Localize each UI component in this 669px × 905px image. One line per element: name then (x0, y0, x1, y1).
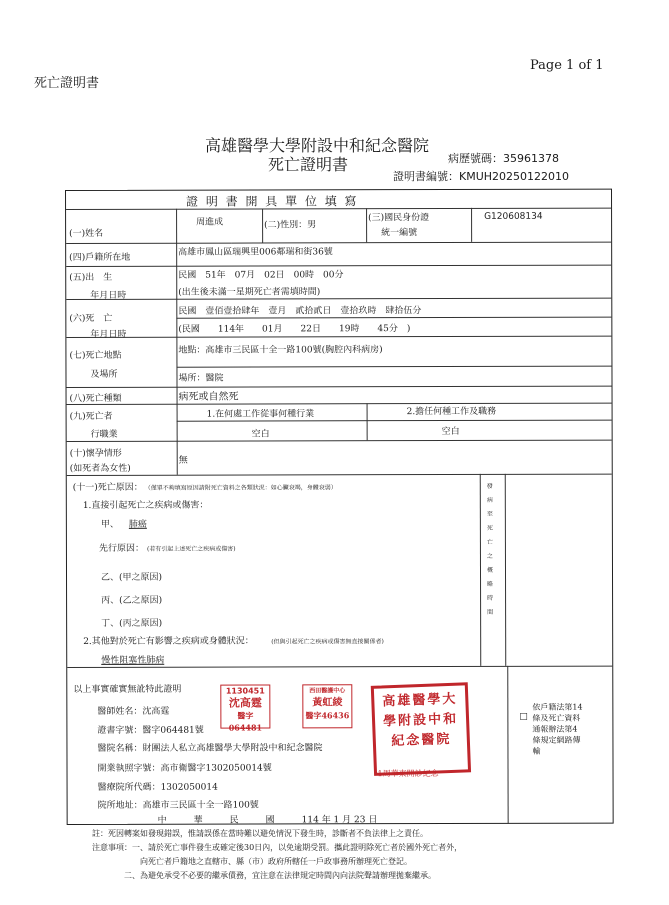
cause-a-label: 甲、 (100, 519, 119, 530)
stamp-1-name: 沈高霆 (228, 696, 262, 710)
certificate-number-value: KMUH20250122010 (459, 170, 570, 183)
id-label-line2: 統一編號 (381, 228, 418, 239)
antecedent-label: 先行原因： (98, 543, 144, 554)
stamp-1-license: 醫字064481 (228, 710, 263, 733)
hospital-name: 高雄醫學大學附設中和紀念醫院 (205, 136, 430, 155)
death-type-label: (八)死亡種類 (69, 393, 122, 404)
occupation-label-line1: (九)死亡者 (69, 411, 113, 422)
cause-note: （僅單不夠填寫原因請附死亡資料之各類狀況：如心臟衰竭，身體衰弱） (144, 484, 337, 492)
interval-label: 發病至死亡之概略時間 (486, 482, 494, 616)
place-label-line1: (七)死亡地點 (69, 350, 122, 361)
cause-a-value: 肺癌 (128, 519, 147, 530)
cause-b: 乙、(甲之原因) (101, 572, 163, 583)
section-title: 證 明 書 開 具 單 位 填 寫 (186, 194, 359, 209)
work-place-value: 空白 (251, 429, 270, 440)
cause-c: 丙、(乙之原因) (101, 595, 163, 606)
chart-number-label: 病歷號碼： (448, 152, 503, 165)
certificate-number-label: 證明書編號： (393, 170, 459, 183)
death-value-numeric: (民國 114年 01月 22日 19時 45分 ) (178, 324, 411, 335)
birth-label-line2: 年月日時 (90, 290, 127, 301)
attest-line: 以上事實確實無訛特此證明 (73, 684, 182, 695)
cause-label: (十一)死亡原因： (72, 482, 143, 493)
doctor-seal-stamp (220, 684, 270, 733)
footer-notice-2: 二、為避免承受不必要的繼承債務，宜注意在法律規定時間內向法院聲請辦理拋棄繼承。 (92, 871, 436, 880)
stamp-1-number: 1130451 (225, 686, 265, 696)
pregnancy-label-line1: (十)懷孕情形 (69, 448, 122, 459)
stamp-2-name: 黃虹綾 (312, 697, 343, 709)
opening-license: 開業執照字號：高市衛醫字1302050014號 (97, 763, 272, 774)
certificate-title: 死亡證明書 (268, 155, 349, 174)
footer-notice-1: 注意事項：一、請於死亡事件發生或確定後30日內，以免逾期受罰。攜此證明除死亡者於國外死亡者外， (92, 843, 463, 852)
second-doctor-stamp (302, 684, 352, 728)
birth-label-line1: (五)出 生 (69, 272, 113, 283)
doc-title: 死亡證明書 (34, 76, 100, 91)
domicile-label: (四)戶籍所在地 (69, 252, 131, 263)
birth-value: 民國 51年 07月 02日 00時 00分 (178, 270, 344, 281)
other-cause-note: (但與引起死亡之疾病或傷害無直接關係者) (271, 638, 384, 646)
other-cause-label: 2.其他對於死亡有影響之疾病或身體狀況： (83, 636, 254, 647)
side-note-checkbox: □ (519, 711, 528, 722)
antecedent-note: (若有引起上述死亡之疾病或傷害) (146, 545, 236, 553)
death-label-line2: 年月日時 (90, 329, 127, 340)
license-number: 證書字號：醫字064481號 (97, 725, 204, 736)
birth-note: (出生後未滿一星期死亡者需填時間) (178, 287, 321, 298)
domicile-value: 高雄市鳳山區瑞興里006鄰瑞和街36號 (178, 247, 333, 258)
issue-date: 中 華 民 國 114 年 1 月 23 日 (157, 815, 378, 826)
hospital-seal-caption: 1周華東開診紀念 (377, 769, 439, 779)
hospital-seal-stamp (371, 682, 471, 776)
stamp-2-license: 醫字46436 (305, 710, 350, 721)
direct-cause-label: 1.直接引起死亡之疾病或傷害： (82, 500, 209, 511)
cause-d: 丁、(丙之原因) (101, 618, 163, 629)
id-label-line1: (三)國民身份證 (368, 213, 430, 224)
chart-number (448, 150, 559, 166)
job-header: 2.擔任何種工作及職務 (406, 406, 497, 418)
other-cause-value: 慢性阻塞性肺病 (101, 655, 165, 666)
job-value: 空白 (441, 426, 460, 438)
death-value-text: 民國 壹佰壹拾肆年 壹月 貳拾貳日 壹拾玖時 肆拾伍分 (178, 306, 422, 317)
venue-value: 場所：醫院 (178, 373, 224, 384)
institution-address: 院所地址：高雄市三民區十全一路100號 (97, 800, 259, 811)
footer-note: 註：死因轉案如發現錯誤，惟請誤係在當時難以避免情況下發生時，診斷者不負法律上之責任。 (92, 829, 428, 838)
certificate-form (65, 189, 614, 825)
institution-name: 醫院名稱：財團法人私立高雄醫學大學附設中和紀念醫院 (97, 743, 323, 754)
certificate-number (393, 168, 569, 184)
side-note: 依戶籍法第14條及死亡資料通報辦法第4條規定網路傳輸 (532, 702, 583, 756)
footer-notice-1-cont: 向死亡者戶籍地之直轄市、縣（市）政府所轄任一戶政事務所辦理死亡登記。 (92, 857, 412, 866)
stamp-3-text: 高雄醫學大學附設中和紀念醫院 (382, 691, 459, 750)
occupation-label-line2: 行職業 (90, 429, 118, 440)
work-place-header: 1.在何處工作從事何種行業 (206, 409, 315, 420)
pregnancy-value: 無 (178, 455, 188, 466)
place-value: 地點：高雄市三民區十全一路100號(胸腔內科病房) (178, 345, 383, 356)
death-label-line1: (六)死 亡 (69, 313, 113, 324)
name-value: 周進成 (196, 217, 224, 228)
sex-label: (二)性別：男 (264, 220, 317, 231)
id-value: G120608134 (484, 211, 543, 222)
place-label-line2: 及場所 (90, 369, 118, 380)
chart-number-value: 35961378 (503, 152, 559, 165)
stamp-2-top: 西田醫護中心 (309, 687, 346, 695)
page-number: Page 1 of 1 (530, 58, 604, 73)
death-type-value: 病死或自然死 (178, 391, 239, 403)
institution-code: 醫療院所代碼：1302050014 (97, 782, 218, 793)
name-label: (一)姓名 (69, 228, 104, 239)
pregnancy-label-line2: (如死者為女性) (69, 463, 131, 474)
doctor-name: 醫師姓名：沈高霆 (97, 706, 170, 717)
